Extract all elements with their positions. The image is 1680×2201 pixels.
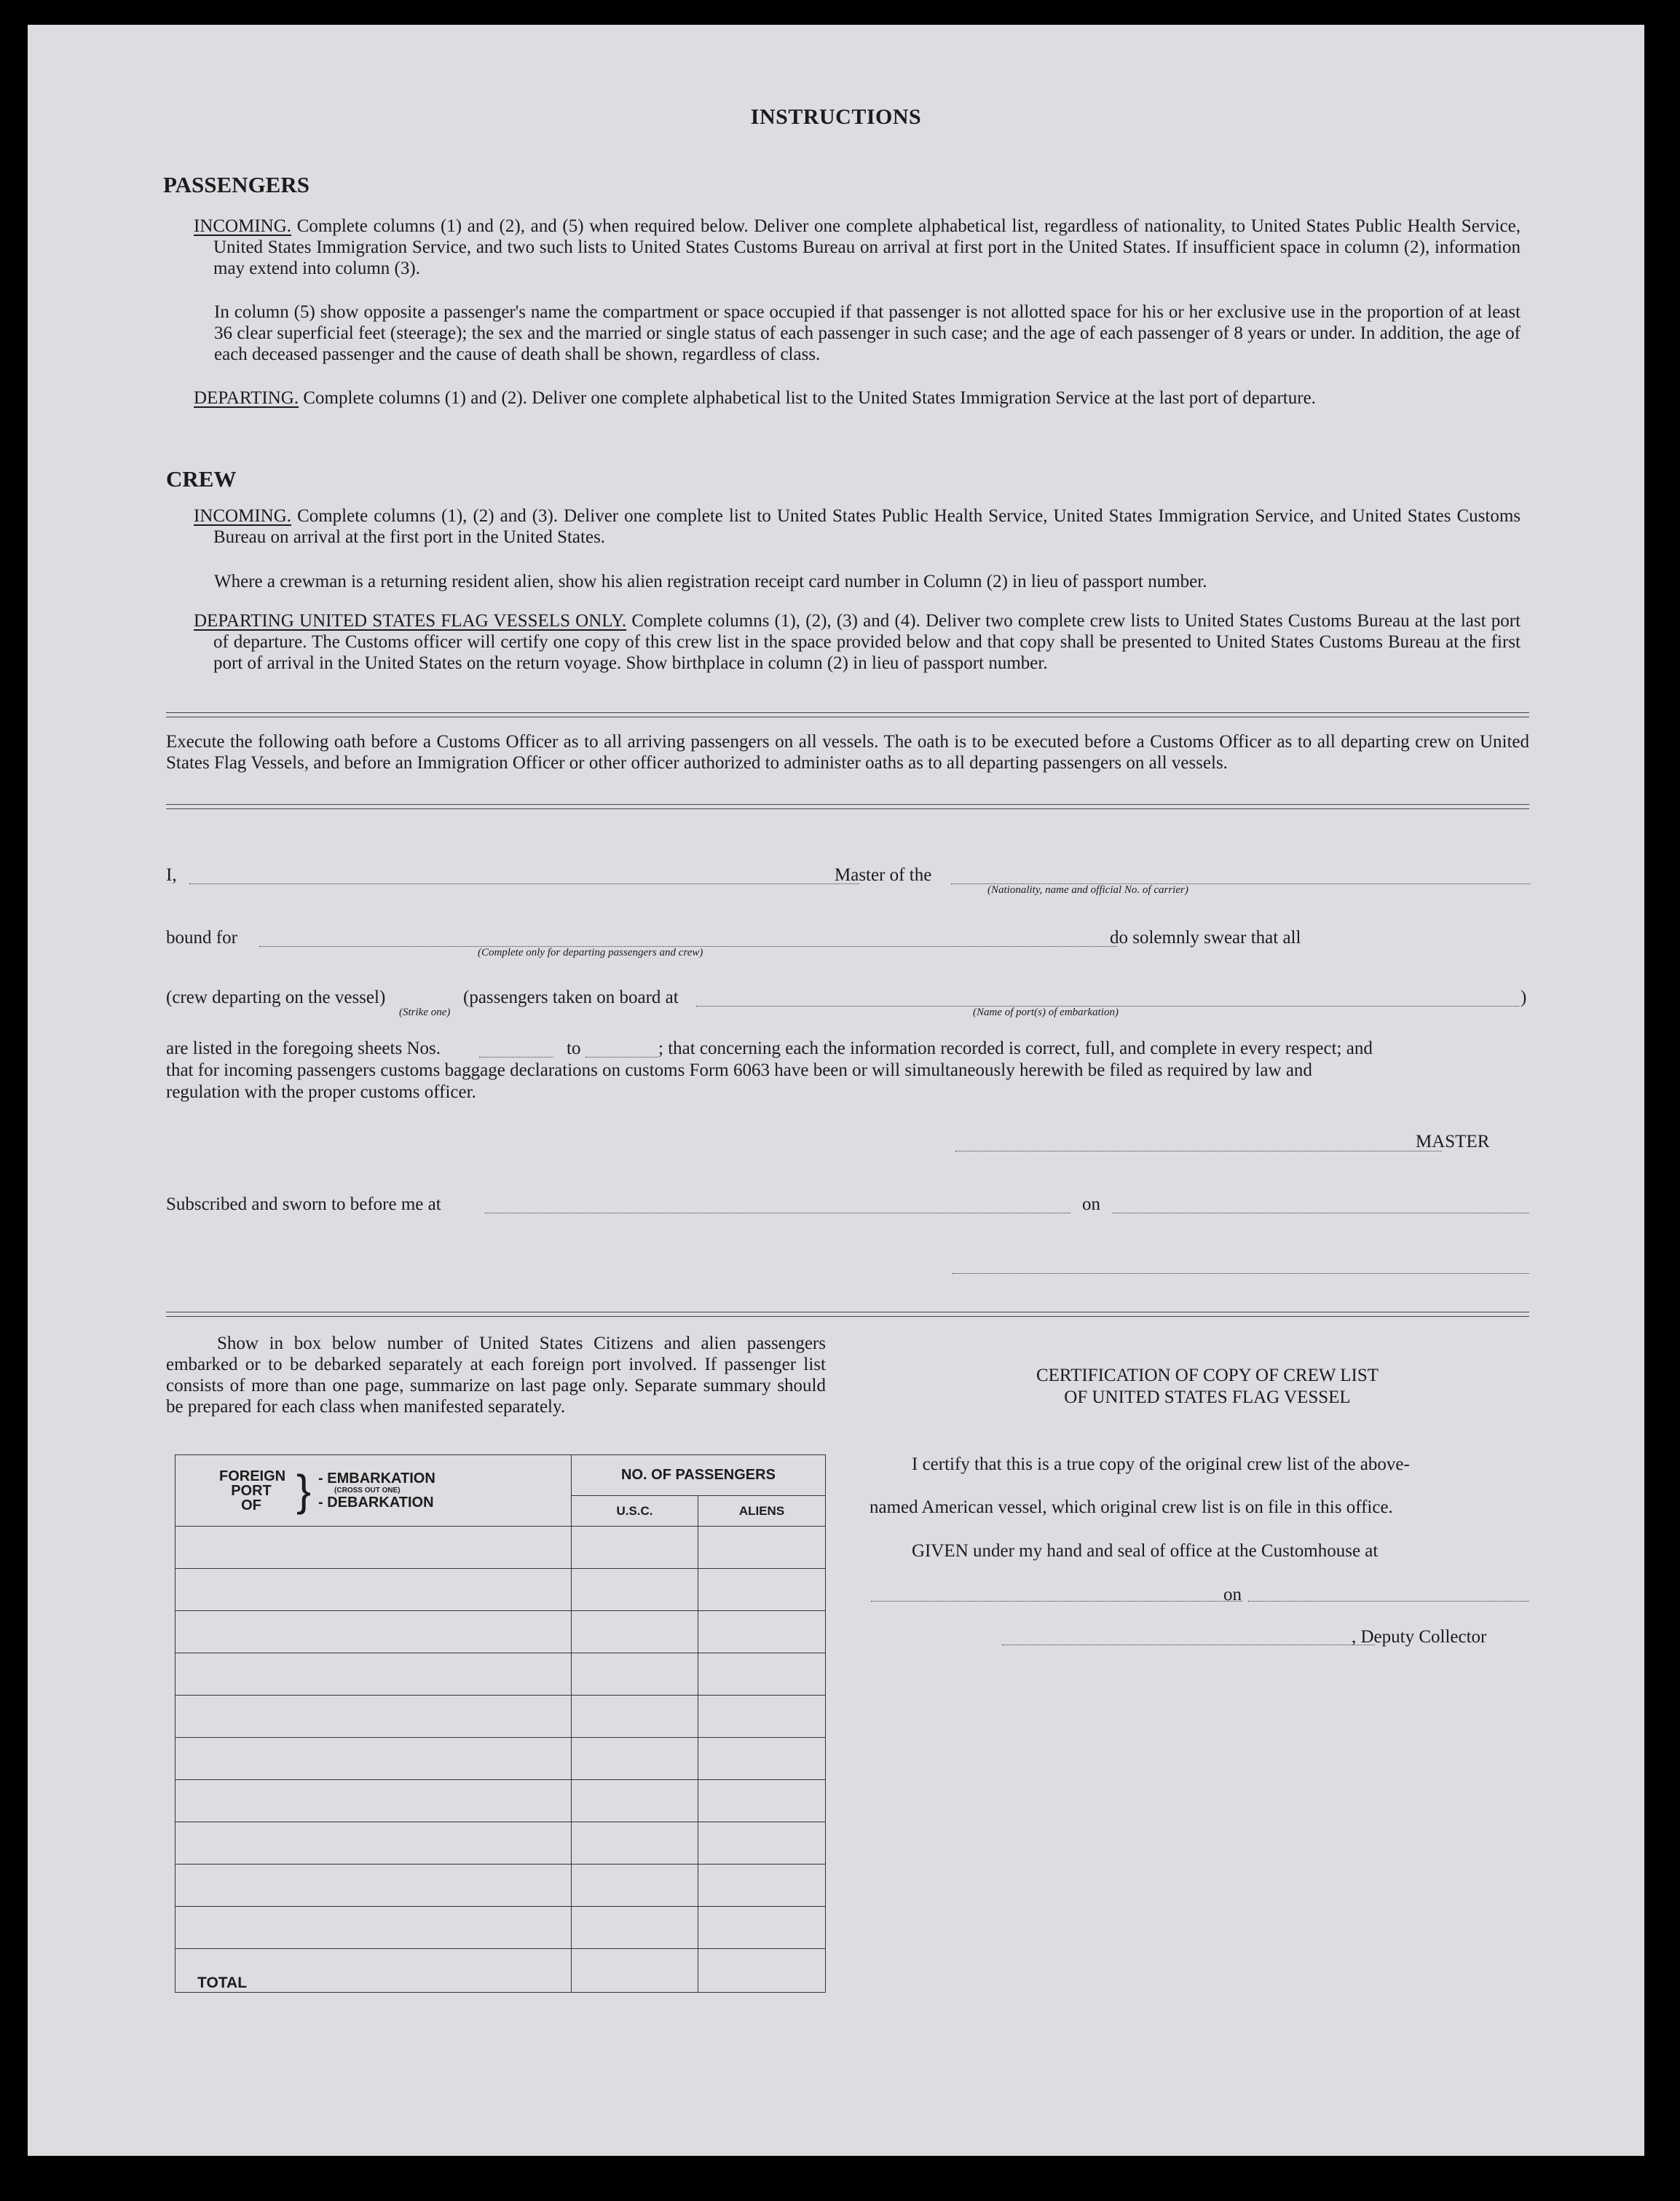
subscribed-label: Subscribed and sworn to before me at [166, 1194, 441, 1214]
usc-cell[interactable] [572, 1907, 698, 1949]
total-usc-cell[interactable] [572, 1949, 698, 1993]
listed-line3: regulation with the proper customs officer. [166, 1082, 476, 1102]
divider-rule [166, 712, 1529, 713]
debarkation-label: - DEBARKATION [318, 1494, 434, 1511]
usc-cell[interactable] [572, 1738, 698, 1780]
crew-heading: CREW [166, 466, 237, 492]
nationality-caption: (Nationality, name and official No. of carrier) [987, 884, 1188, 896]
passenger-summary-table [175, 1454, 826, 1993]
listed-line2: that for incoming passengers customs baggage declarations on customs Form 6063 have been or will simultaneously herewith be filed as required by law and [166, 1060, 1312, 1080]
certification-date-field[interactable] [1248, 1601, 1529, 1602]
aliens-cell[interactable] [698, 1907, 826, 1949]
table-row [176, 1696, 826, 1738]
port-cell[interactable] [176, 1865, 572, 1907]
usc-cell[interactable] [572, 1653, 698, 1696]
passengers-departing-label: DEPARTING. [194, 388, 299, 408]
passengers-departing-paragraph [194, 387, 1521, 409]
form-page [28, 25, 1644, 2156]
table-row [176, 1822, 826, 1865]
usc-header: U.S.C. [572, 1496, 698, 1527]
divider-rule [166, 804, 1529, 805]
crew-departing-paragraph [194, 610, 1521, 674]
crew-incoming-paragraph [194, 505, 1521, 548]
certify-line2: named American vessel, which original crew list is on file in this office. [869, 1497, 1393, 1517]
usc-cell[interactable] [572, 1527, 698, 1569]
table-header-row [176, 1455, 826, 1496]
crew-incoming-text: Complete columns (1), (2) and (3). Deliver one complete list to United States Public Health Service, United States Immigration Service, and United States Customs Bureau on arrival at the first port in the United States. [213, 506, 1521, 547]
port-cell[interactable] [176, 1569, 572, 1611]
oath-instructions: Execute the following oath before a Customs Officer as to all arriving passengers on all vessels. The oath is to be executed before a Customs Officer as to all departing crew on United States Flag Vessels, and before an Immigration Officer or other officer authorized to administer oaths as to all departing passengers on all vessels. [166, 732, 1529, 773]
port-cell[interactable] [176, 1696, 572, 1738]
usc-cell[interactable] [572, 1611, 698, 1653]
usc-cell[interactable] [572, 1780, 698, 1822]
brace-glyph: } [296, 1465, 312, 1515]
passengers-incoming-paragraph [194, 216, 1521, 279]
deputy-collector-label: , Deputy Collector [1352, 1627, 1487, 1647]
passengers-taken-label: (passengers taken on board at [463, 988, 679, 1007]
cross-out-label: (CROSS OUT ONE) [334, 1486, 401, 1495]
table-row [176, 1527, 826, 1569]
complete-only-caption: (Complete only for departing passengers and crew) [478, 947, 703, 958]
usc-cell[interactable] [572, 1865, 698, 1907]
port-cell[interactable] [176, 1822, 572, 1865]
passengers-heading: PASSENGERS [163, 172, 309, 197]
master-label: MASTER [1416, 1132, 1490, 1151]
oath-i-label: I, [166, 865, 177, 885]
usc-cell[interactable] [572, 1822, 698, 1865]
summary-instructions: Show in box below number of United States Citizens and alien passengers embarked or to be debarked separately at each foreign port involved. If passenger list consists of more than one page, summarize on last page only. Separate summary should be prepared for each class when manifested separately. [166, 1334, 826, 1417]
page-title: INSTRUCTIONS [750, 105, 922, 129]
embarkation-label: - EMBARKATION [318, 1470, 435, 1487]
aliens-cell[interactable] [698, 1653, 826, 1696]
table-row [176, 1907, 826, 1949]
port-label: PORT [231, 1482, 272, 1499]
port-cell[interactable] [176, 1738, 572, 1780]
port-cell[interactable] [176, 1780, 572, 1822]
crew-departing-label: (crew departing on the vessel) [166, 988, 386, 1007]
passengers-incoming-label: INCOMING. [194, 216, 292, 236]
usc-cell[interactable] [572, 1569, 698, 1611]
port-cell[interactable] [176, 1611, 572, 1653]
certify-line1: I certify that this is a true copy of the original crew list of the above- [912, 1454, 1410, 1474]
to-label: to [567, 1039, 581, 1058]
total-row [176, 1949, 826, 1993]
swear-label: do solemnly swear that all [1110, 928, 1301, 948]
master-of-label: Master of the [835, 865, 932, 885]
total-aliens-cell[interactable] [698, 1949, 826, 1993]
aliens-cell[interactable] [698, 1569, 826, 1611]
no-passengers-header: NO. OF PASSENGERS [572, 1455, 826, 1496]
listed-suffix: ; that concerning each the information recorded is correct, full, and complete in every respect; and [658, 1039, 1373, 1058]
divider-rule [166, 1316, 1529, 1317]
foreign-port-header [176, 1455, 572, 1527]
certification-on-label: on [1223, 1585, 1242, 1605]
certification-heading [887, 1365, 1528, 1409]
aliens-cell[interactable] [698, 1822, 826, 1865]
port-caption: (Name of port(s) of embarkation) [973, 1007, 1119, 1018]
table-row [176, 1611, 826, 1653]
given-line: GIVEN under my hand and seal of office at the Customhouse at [912, 1541, 1379, 1561]
port-cell[interactable] [176, 1653, 572, 1696]
customhouse-field[interactable] [871, 1601, 1242, 1602]
table-row [176, 1865, 826, 1907]
strike-one-caption: (Strike one) [399, 1007, 451, 1018]
aliens-header: ALIENS [698, 1496, 826, 1527]
aliens-cell[interactable] [698, 1865, 826, 1907]
aliens-cell[interactable] [698, 1696, 826, 1738]
crew-departing-text: Complete columns (1), (2), (3) and (4). Deliver two complete crew lists to United States Customs Bureau at the last port of departure. The Customs officer will certify one copy of this crew list in the space provided below and that copy shall be presented to United States Customs Bureau at the first port of arrival in the United States on the return voyage. Show birthplace in column (2) in lieu of passport number. [213, 611, 1521, 673]
certification-heading-line2: OF UNITED STATES FLAG VESSEL [1064, 1387, 1351, 1407]
crew-departing-label: DEPARTING UNITED STATES FLAG VESSELS ONLY. [194, 611, 627, 631]
of-label: OF [241, 1497, 261, 1513]
aliens-cell[interactable] [698, 1611, 826, 1653]
listed-prefix: are listed in the foregoing sheets Nos. [166, 1039, 441, 1058]
officer-signature-field[interactable] [953, 1273, 1529, 1274]
passengers-departing-text: Complete columns (1) and (2). Deliver one complete alphabetical list to the United States Immigration Service at the last port of departure. [303, 388, 1316, 408]
foreign-label: FOREIGN [219, 1468, 286, 1484]
crew-resident-paragraph: Where a crewman is a returning resident alien, show his alien registration receipt card number in Column (2) in lieu of passport number. [214, 572, 1207, 591]
master-name-field[interactable] [189, 883, 859, 884]
aliens-cell[interactable] [698, 1527, 826, 1569]
usc-cell[interactable] [572, 1696, 698, 1738]
table-row [176, 1653, 826, 1696]
passengers-incoming-text: Complete columns (1) and (2), and (5) when required below. Deliver one complete alphabetical list, regardless of nationality, to United States Public Health Service, United States Immigration Service, and two such lists to United States Customs Bureau on arrival at first port in the United States. If insufficient space in column (2), information may extend into column (3). [213, 216, 1521, 278]
divider-rule [166, 808, 1529, 809]
sheet-from-field[interactable] [479, 1057, 553, 1058]
table-row [176, 1569, 826, 1611]
close-paren: ) [1521, 988, 1527, 1007]
total-label: TOTAL [176, 1949, 572, 1993]
table-row [176, 1738, 826, 1780]
aliens-cell[interactable] [698, 1780, 826, 1822]
aliens-cell[interactable] [698, 1738, 826, 1780]
table-row [176, 1780, 826, 1822]
bound-for-label: bound for [166, 928, 237, 948]
passengers-column5-paragraph: In column (5) show opposite a passenger's name the compartment or space occupied if that passenger is not allotted space for his or her exclusive use in the proportion of at least 36 clear superficial feet (steerage); the sex and the married or single status of each passenger in such case; and the age of each passenger of 8 years or under. In addition, the age of each deceased passenger and the cause of death shall be shown, regardless of class. [214, 302, 1521, 364]
crew-incoming-label: INCOMING. [194, 506, 292, 526]
subscribed-on-label: on [1082, 1194, 1100, 1214]
port-cell[interactable] [176, 1907, 572, 1949]
certification-heading-line1: CERTIFICATION OF COPY OF CREW LIST [1036, 1366, 1379, 1385]
sheet-to-field[interactable] [585, 1057, 658, 1058]
port-cell[interactable] [176, 1527, 572, 1569]
